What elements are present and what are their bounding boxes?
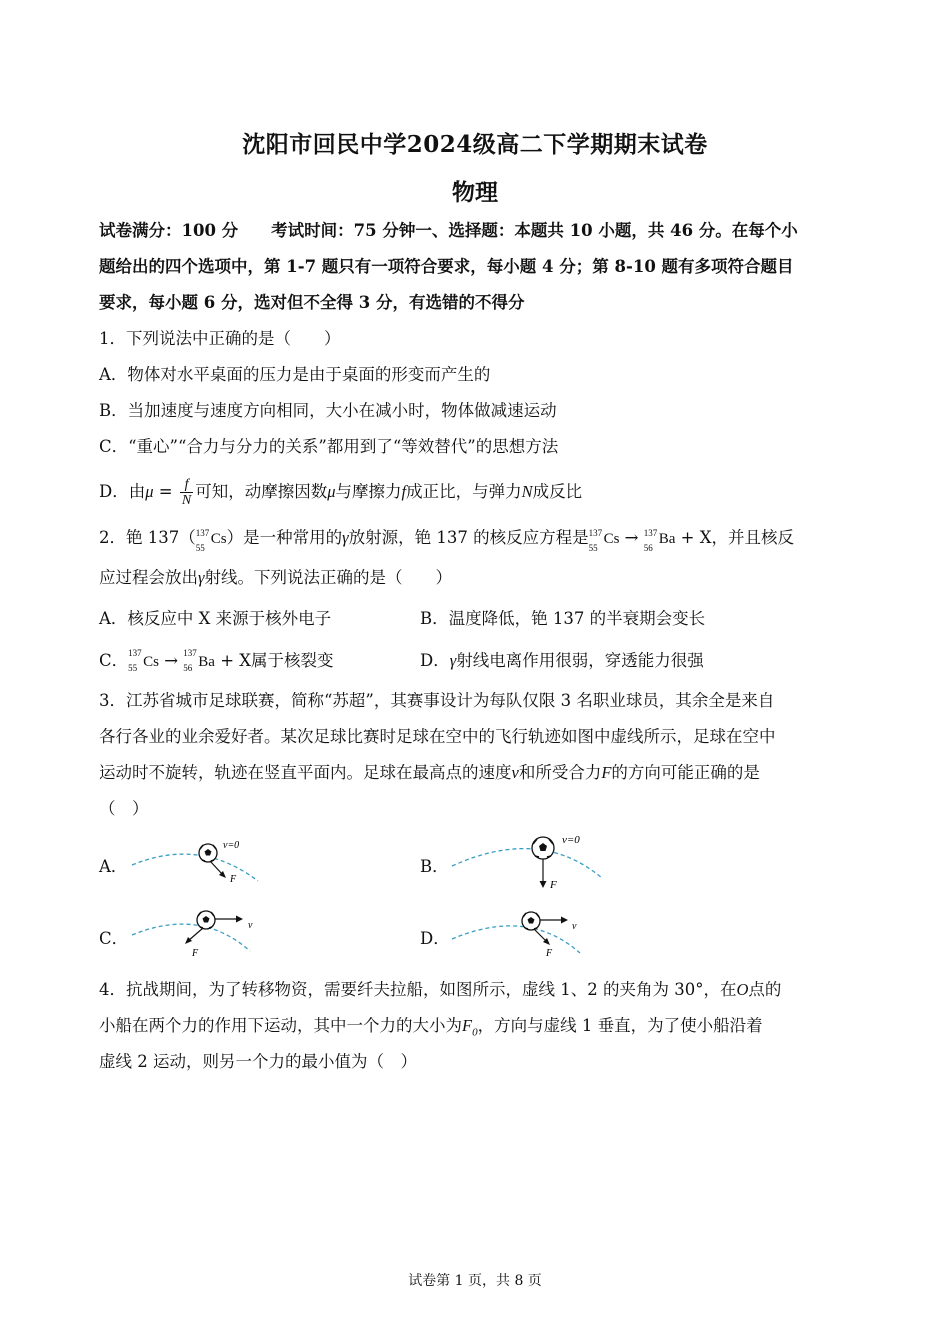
force-arrowhead-icon	[540, 881, 547, 888]
q2-line2-b: 射线。下列说法正确的是（ ）	[204, 568, 453, 587]
trajectory-dashed-line	[452, 926, 580, 953]
soccer-ball-icon	[197, 911, 215, 929]
q2-option-b: B．温度降低，铯 137 的半衰期会变长	[420, 609, 706, 628]
trajectory-dashed-line	[132, 854, 258, 881]
cs-mass-number: 137	[195, 528, 210, 538]
q3-line3-b: 和所受合力	[518, 763, 602, 782]
gamma-symbol: γ	[342, 528, 349, 547]
fig-a-force-label: F	[230, 874, 237, 885]
q2-text-2: ）是一种常用的	[226, 528, 343, 547]
fig-c-velocity-label: v	[248, 920, 253, 931]
page-footer: 试卷第 1 页，共 8 页	[408, 1273, 542, 1289]
q1-option-d	[99, 477, 859, 508]
n-symbol: N	[521, 482, 533, 501]
f-symbol: f	[401, 482, 407, 501]
q2-option-c	[99, 647, 334, 671]
cesium-nuclide-2	[589, 527, 620, 551]
mu-symbol: μ	[145, 482, 154, 501]
cs-atomic-number-3: 55	[128, 663, 138, 673]
q2-option-a: A．核反应中 X 来源于核外电子	[99, 609, 332, 628]
ba-atomic-number-2: 56	[183, 663, 193, 673]
point-o-symbol: O	[736, 980, 749, 999]
velocity-arrowhead-icon	[236, 916, 243, 923]
q3-stem-line-4: （ ）	[99, 799, 149, 818]
q2-text-4: ，并且核反	[711, 528, 794, 547]
cs-atomic-number-2: 55	[588, 543, 598, 553]
q2-stem-line-1	[99, 526, 859, 551]
q3-stem-line-1: 3．江苏省城市足球联赛，简称“苏超”，其赛事设计为每队仅限 3 名职业球员，其余全是来自	[99, 691, 775, 710]
plus-x-2: + X	[214, 651, 252, 670]
soccer-ball-icon	[199, 844, 217, 862]
q3-line3-a: 运动时不旋转，轨迹在竖直平面内。足球在最高点的速度	[99, 763, 512, 782]
cs-symbol-2: Cs	[603, 531, 620, 547]
fig-d-force-label: F	[546, 948, 553, 959]
trajectory-dashed-line	[132, 924, 250, 951]
instructions-line-1: 试卷满分：100 分 考试时间：75 分钟一、选择题：本题共 10 小题，共 46 分。在每个小	[99, 221, 798, 240]
instructions-line-2: 题给出的四个选项中，第 1-7 题只有一项符合要求，每小题 4 分；第 8-10 题有多项符合题目	[99, 257, 794, 276]
fig-c-force-label: F	[192, 948, 199, 959]
q3-figure-a	[130, 835, 270, 890]
fig-b-velocity-label: v=0	[562, 834, 580, 846]
velocity-symbol: v	[511, 763, 519, 782]
q3-figure-b	[450, 828, 610, 893]
trajectory-dashed-line	[452, 849, 602, 878]
q3-option-a-label: A．	[99, 857, 128, 876]
q2-line2-a: 应过程会放出	[99, 568, 198, 587]
q4-stem-line-3: 虚线 2 运动，则另一个力的最小值为（ ）	[99, 1052, 417, 1071]
cs-mass-number-2: 137	[588, 528, 603, 538]
ba-symbol: Ba	[658, 531, 676, 547]
instructions-line-3: 要求，每小题 6 分，选对但不全得 3 分，有选错的不得分	[99, 293, 525, 312]
reaction-arrow: →	[619, 528, 644, 547]
q2-c-suffix: 属于核裂变	[251, 651, 334, 670]
plus-x: + X	[675, 528, 712, 547]
mu-symbol-2: μ	[327, 482, 336, 501]
q1-d-text-4: 成反比	[532, 482, 583, 501]
q4-stem-line-2	[99, 1014, 859, 1044]
cs-atomic-number: 55	[195, 543, 205, 553]
fraction-numerator: f	[180, 477, 193, 493]
q4-line2-a: 小船在两个力的作用下运动，其中一个力的大小为	[99, 1016, 462, 1035]
barium-nuclide	[644, 527, 676, 551]
q2-stem-line-2	[99, 566, 859, 590]
q2-text-1: 2．铯 137（	[99, 528, 196, 547]
velocity-arrowhead-icon	[561, 917, 568, 924]
q1-d-text-2: 与摩擦力	[335, 482, 402, 501]
q3-option-b-label: B．	[420, 857, 449, 876]
ba-atomic-number: 56	[643, 543, 653, 553]
fig-d-velocity-label: v	[572, 921, 577, 932]
q3-stem-line-3	[99, 761, 859, 785]
equals-sign: =	[153, 482, 178, 501]
force-arrow-line	[210, 861, 223, 875]
barium-nuclide-2	[183, 648, 215, 673]
ba-symbol-2: Ba	[198, 654, 215, 670]
q3-figure-c	[130, 907, 270, 962]
f0-subscript: 0	[472, 1026, 478, 1039]
cesium-nuclide-3	[128, 648, 159, 673]
fig-b-force-label: F	[550, 879, 557, 891]
fig-a-velocity-label: v=0	[223, 840, 240, 851]
q4-line1-a: 4．抗战期间，为了转移物资，需要纤夫拉船，如图所示，虚线 1、2 的夹角为 30°，在	[99, 980, 737, 999]
subject-title: 物理	[452, 179, 498, 206]
q1-option-c: C．“重心”“合力与分力的关系”都用到了“等效替代”的思想方法	[99, 437, 559, 456]
q1-option-b: B．当加速度与速度方向相同，大小在减小时，物体做减速运动	[99, 401, 557, 420]
q3-stem-line-2: 各行各业的业余爱好者。某次足球比赛时足球在空中的飞行轨迹如图中虚线所示，足球在空中	[99, 727, 776, 746]
cs-symbol-3: Cs	[143, 654, 159, 670]
q2-c-prefix: C．	[99, 651, 129, 670]
q2-option-d	[420, 647, 704, 671]
q4-stem-line-1	[99, 978, 859, 1002]
cs-symbol: Cs	[210, 531, 227, 547]
q4-line2-b: ，方向与虚线 1 垂直，为了使小船沿着	[477, 1016, 763, 1035]
gamma-symbol-3: γ	[449, 651, 457, 670]
friction-fraction	[180, 477, 193, 508]
q4-line1-b: 点的	[748, 980, 782, 999]
q3-line3-c: 的方向可能正确的是	[611, 763, 760, 782]
ba-mass-number-2: 137	[183, 648, 197, 658]
reaction-arrow-2: →	[158, 651, 184, 670]
cs-mass-number-3: 137	[128, 648, 142, 658]
soccer-ball-icon	[532, 837, 554, 859]
ba-mass-number: 137	[643, 528, 658, 538]
cesium-nuclide	[196, 527, 227, 551]
q1-stem: 1．下列说法中正确的是（ ）	[99, 329, 341, 348]
exam-title: 沈阳市回民中学2024级高二下学期期末试卷	[242, 131, 708, 158]
f0-symbol: F	[462, 1016, 473, 1035]
q1-option-a: A．物体对水平桌面的压力是由于桌面的形变而产生的	[99, 365, 491, 384]
q1-d-prefix: D．由	[99, 482, 146, 501]
q3-figure-d	[450, 907, 590, 962]
force-arrow-line	[188, 928, 203, 941]
q2-d-prefix: D．	[420, 651, 450, 670]
q1-d-text-3: 成正比，与弹力	[406, 482, 522, 501]
q2-d-suffix: 射线电离作用很弱，穿透能力很强	[456, 651, 704, 670]
q3-option-c-label: C．	[99, 929, 129, 948]
soccer-ball-icon	[522, 912, 540, 930]
gamma-symbol-2: γ	[198, 568, 205, 587]
force-symbol: F	[601, 763, 612, 782]
q1-d-text-1: 可知，动摩擦因数	[195, 482, 328, 501]
q3-option-d-label: D．	[420, 929, 450, 948]
fraction-denominator: N	[181, 493, 192, 508]
q2-text-3: 放射源，铯 137 的核反应方程是	[348, 528, 589, 547]
